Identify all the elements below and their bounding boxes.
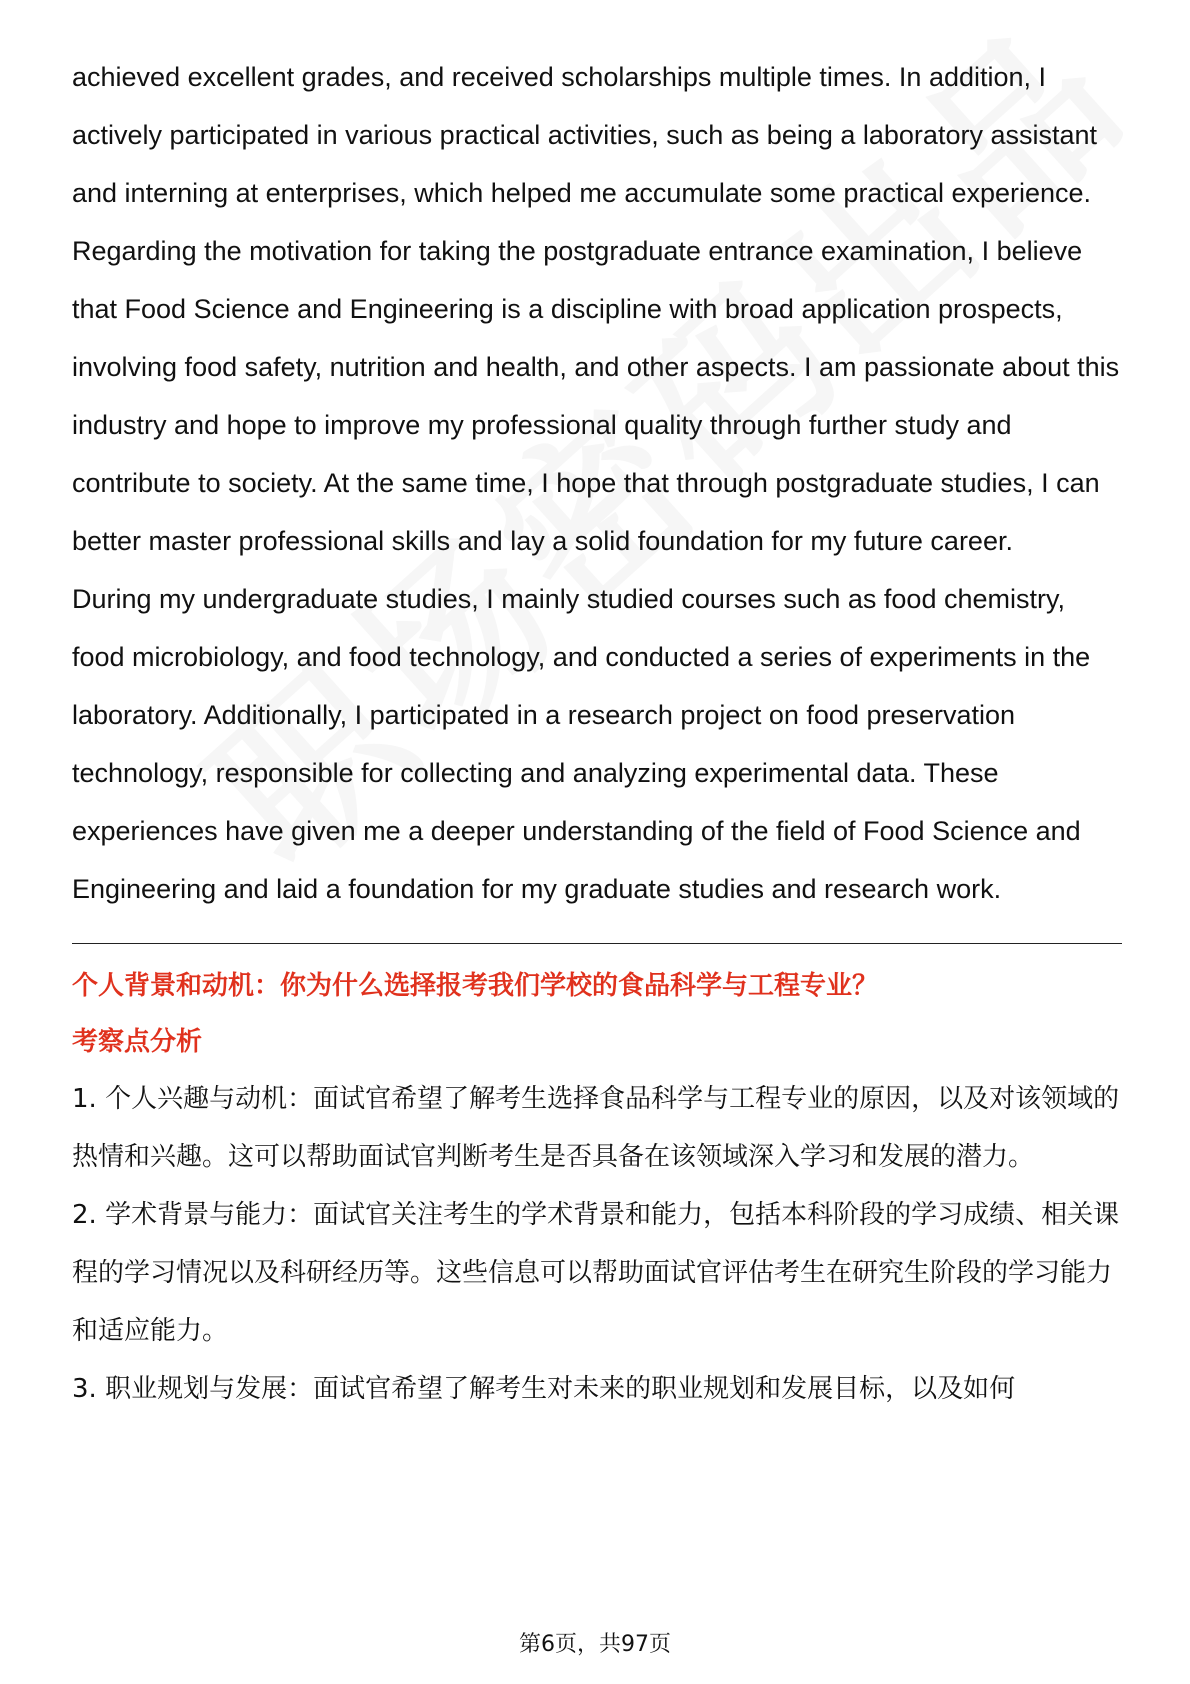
page-content [72, 48, 1122, 1418]
answer-paragraph-2: Regarding the motivation for taking the postgraduate entrance examination, I believe that Food Science and Engineering is a discipline with broad application prospects, involving food safety, nutrition and health, and other aspects. I am passionate about this industry and hope to improve my professional quality through further study and contribute to society. At the same time, I hope that through postgraduate studies, I can better master professional skills and lay a solid foundation for my future career. [72, 236, 1120, 556]
analysis-item-1: 1. 个人兴趣与动机：面试官希望了解考生选择食品科学与工程专业的原因，以及对该领域的热情和兴趣。这可以帮助面试官判断考生是否具备在该领域深入学习和发展的潜力。 [72, 1084, 1120, 1172]
section-divider [72, 943, 1122, 944]
analysis-heading: 考察点分析 [72, 1027, 203, 1057]
answer-paragraph-1: achieved excellent grades, and received scholarships multiple times. In addition, I actively participated in various practical activities, such as being a laboratory assistant and interning at enterprises, which helped me accumulate some practical experience. [72, 62, 1097, 208]
page-number: 第6页，共97页 [519, 1632, 671, 1657]
answer-paragraph-3: During my undergraduate studies, I mainly studied courses such as food chemistry, food microbiology, and food technology, and conducted a series of experiments in the laboratory. Additionally, I participated in a research project on food preservation technology, responsible for collecting and analyzing experimental data. These experiences have given me a deeper understanding of the field of Food Science and Engineering and laid a foundation for my graduate studies and research work. [72, 584, 1091, 904]
interview-question: 个人背景和动机：你为什么选择报考我们学校的食品科学与工程专业？ [72, 971, 879, 1001]
analysis-item-3: 3. 职业规划与发展：面试官希望了解考生对未来的职业规划和发展目标，以及如何 [72, 1374, 1016, 1404]
analysis-item-2: 2. 学术背景与能力：面试官关注考生的学术背景和能力，包括本科阶段的学习成绩、相关课程的学习情况以及科研经历等。这些信息可以帮助面试官评估考生在研究生阶段的学习能力和适应能力。 [72, 1200, 1120, 1346]
